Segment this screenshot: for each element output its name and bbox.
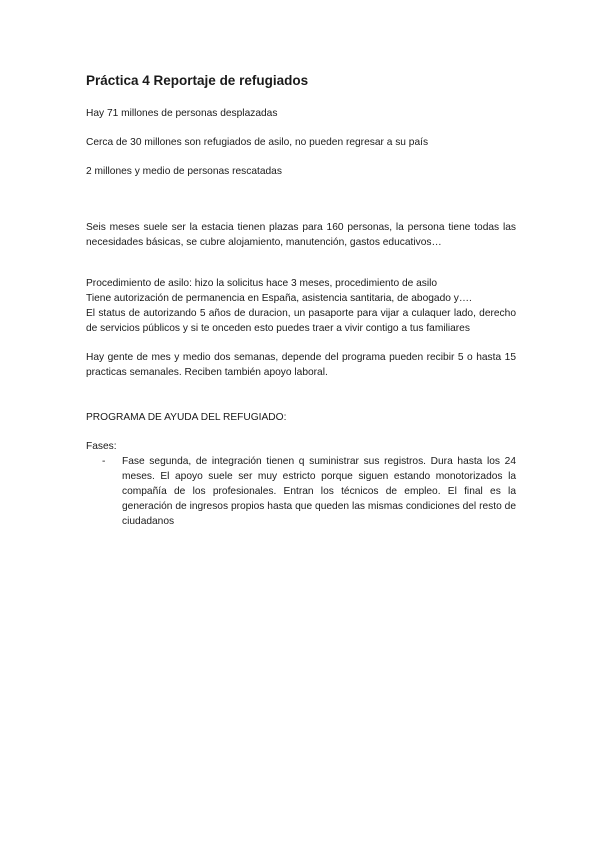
paragraph-program: Hay gente de mes y medio dos semanas, depende del programa pueden recibir 5 o hasta 15 practicas semanales. Reciben también apoyo laboral. [86,352,516,378]
phases-label: Fases: [86,441,117,452]
intro-line-displaced: Hay 71 millones de personas desplazadas [86,108,278,119]
paragraph-stay: Seis meses suele ser la estacia tienen plazas para 160 personas, la persona tiene todas las necesidades básicas, se cubre alojamiento, manutención, gastos educativos… [86,222,516,248]
document-body [86,72,516,529]
phase-item [86,454,516,529]
list-bullet: - [102,456,106,467]
intro-line-rescued: 2 millones y medio de personas rescatadas [86,166,282,177]
document-title: Práctica 4 Reportaje de refugiados [86,73,309,88]
phase-text: Fase segunda, de integración tienen q suministrar sus registros. Dura hasta los 24 meses. El apoyo suele ser muy estricto porque siguen estando monotorizados la compañía de los profesionales. Entran los técnicos de empleo. El final es la generación de ingresos propios hasta que queden las mismas condiciones del resto de ciudadanos [122,456,516,527]
procedure-line-authorization: Tiene autorización de permanencia en España, asistencia santitaria, de abogado y…. [86,293,472,304]
procedure-line-status: El status de autorizando 5 años de duracion, un pasaporte para vijar a culaquer lado, derecho de servicios públicos y si te onceden esto puedes traer a vivir contigo a tus familiares [86,308,516,334]
phases-list [86,454,516,529]
intro-line-refugees: Cerca de 30 millones son refugiados de asilo, no pueden regresar a su país [86,137,429,148]
program-heading: PROGRAMA DE AYUDA DEL REFUGIADO: [86,412,287,423]
procedure-line-application: Procedimiento de asilo: hizo la solicitus hace 3 meses, procedimiento de asilo [86,278,438,289]
